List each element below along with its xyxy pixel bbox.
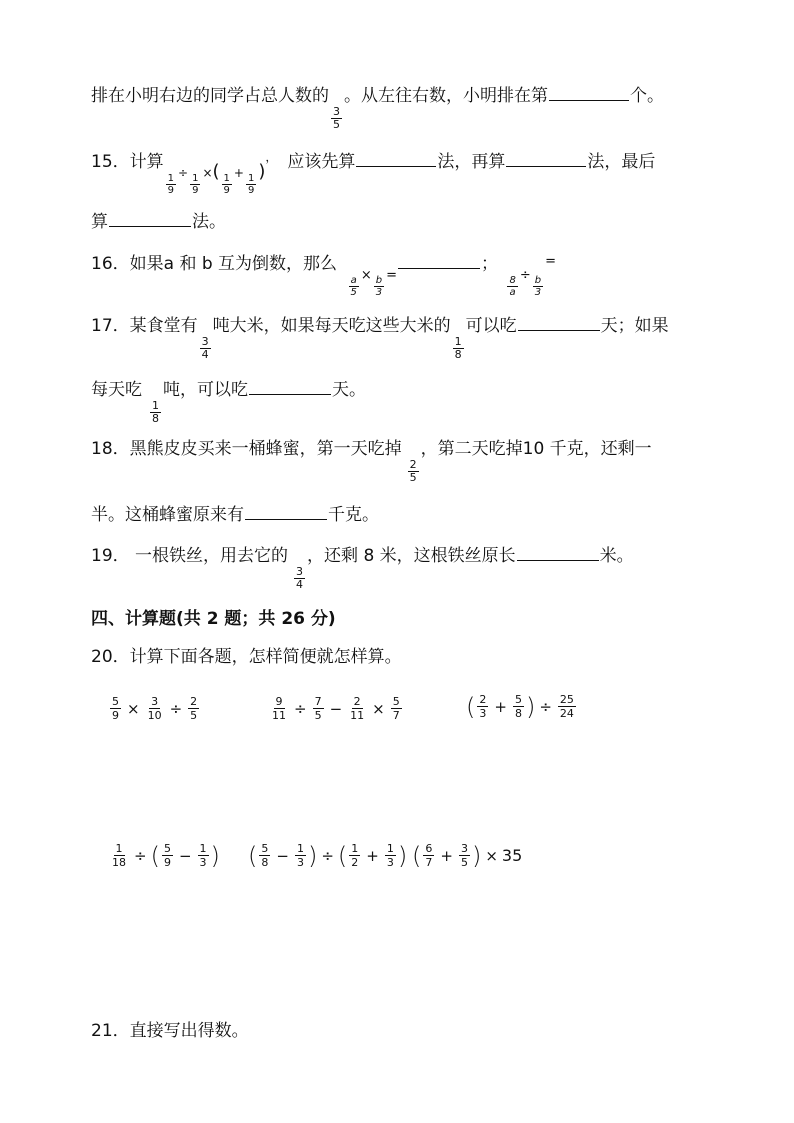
q20-title: 20．计算下面各题，怎样简便就怎样算。 <box>91 647 402 667</box>
e6-op1: + <box>440 846 453 865</box>
e3-op2: ÷ <box>539 697 552 716</box>
q19-text-a: ，还剩 8 米，这根铁丝原长 <box>307 546 516 566</box>
q16-frac-2: $\frac{b}{3}$ <box>375 275 383 298</box>
q17-line2-b: 吨，可以吃 <box>163 380 248 400</box>
e2-frac-a: $\frac{9}{11}$ <box>272 695 286 722</box>
q17-frac-3: $\frac{1}{8}$ <box>152 399 159 425</box>
e4-frac-c: $\frac{1}{3}$ <box>199 842 207 869</box>
q16-frac-4: $\frac{b}{3}$ <box>534 275 542 298</box>
e3-op1: + <box>494 697 507 716</box>
q15-line <box>91 146 655 196</box>
e6-paren-open: ( <box>412 841 422 870</box>
q18-blank-1[interactable] <box>245 501 327 520</box>
q15-frac-4: $\frac{1}{9}$ <box>247 173 255 196</box>
q15-line2-a: 算 <box>91 212 108 232</box>
e3-paren-close: ) <box>525 692 536 721</box>
e5-op2: ÷ <box>321 846 334 865</box>
e2-op3: × <box>372 699 385 718</box>
q15-comma: ， <box>265 150 278 164</box>
q15-blank-3[interactable] <box>109 208 191 227</box>
e5-frac-a: $\frac{5}{8}$ <box>261 842 269 869</box>
q19-frac-1: $\frac{3}{4}$ <box>296 565 304 591</box>
q20-expr-5 <box>248 842 407 869</box>
q17-line-2 <box>91 376 366 425</box>
q15-frac-2: $\frac{1}{9}$ <box>192 173 199 196</box>
e4-paren-close: ) <box>210 841 220 870</box>
q16-number: 16．如果a 和 b 互为倒数，那么 <box>91 254 338 274</box>
q17-line2-a: 每天吃 <box>91 380 142 400</box>
e4-paren-open: ( <box>150 841 160 870</box>
q15-line2-b: 法。 <box>192 212 226 232</box>
q20-expr-1 <box>108 695 201 722</box>
e2-op2: − <box>329 699 343 718</box>
q20-expr-2 <box>268 695 404 722</box>
e1-frac-a: $\frac{5}{9}$ <box>112 695 119 722</box>
e5-op3: + <box>366 846 379 865</box>
q17-frac-1: $\frac{3}{4}$ <box>201 335 209 361</box>
q18-text-a: ，第二天吃掉10 千克，还剩一 <box>420 439 652 459</box>
q15-text-c: 法，最后 <box>587 152 656 172</box>
e3-frac-a: $\frac{2}{3}$ <box>479 693 487 720</box>
q14-answer-blank[interactable] <box>549 82 629 101</box>
q16-frac-1: $\frac{a}{5}$ <box>350 275 357 298</box>
q18-line <box>91 438 652 484</box>
q18-frac-1: $\frac{2}{5}$ <box>409 458 417 484</box>
q15-text-a: 应该先算 <box>287 152 356 172</box>
q17-blank-1[interactable] <box>518 312 600 331</box>
q21-title: 21．直接写出得数。 <box>91 1021 249 1041</box>
q16-eq2: = <box>545 254 556 269</box>
q19-blank-1[interactable] <box>517 542 599 561</box>
q15-line-2 <box>91 208 226 233</box>
e6-op2: × <box>485 846 498 865</box>
q17-text-c: 天；如果 <box>600 316 669 336</box>
q20-expr-6 <box>412 842 522 869</box>
e3-frac-b: $\frac{5}{8}$ <box>514 693 522 720</box>
e5-frac-c: $\frac{1}{2}$ <box>351 842 359 869</box>
e2-frac-d: $\frac{5}{7}$ <box>392 695 400 722</box>
q16-frac-3: $\frac{8}{a}$ <box>509 275 516 298</box>
q15-op2: × <box>202 166 213 180</box>
e5-frac-b: $\frac{1}{3}$ <box>296 842 304 869</box>
q15-blank-1[interactable] <box>356 148 436 167</box>
e5-op1: − <box>276 846 289 865</box>
q16-semicolon: ； <box>481 254 499 274</box>
section-4-title: 四、计算题(共 2 题；共 26 分) <box>91 609 336 629</box>
e1-op1: × <box>127 699 140 718</box>
e3-frac-c: $\frac{25}{24}$ <box>559 693 574 720</box>
e3-paren-open: ( <box>466 692 476 721</box>
e2-frac-b: $\frac{7}{5}$ <box>314 695 322 722</box>
q17-text-b: 可以吃 <box>465 316 517 336</box>
e6-frac-b: $\frac{3}{5}$ <box>460 842 468 869</box>
q18-line2-b: 千克。 <box>328 505 379 525</box>
e1-frac-c: $\frac{2}{5}$ <box>190 695 198 722</box>
q17-line <box>91 312 669 361</box>
q15-op3: + <box>233 166 244 180</box>
q14-fraction: $\frac{3}{5}$ <box>333 105 340 131</box>
q19-text-b: 米。 <box>599 546 634 566</box>
e4-frac-a: $\frac{1}{18}$ <box>112 842 126 869</box>
e4-frac-b: $\frac{5}{9}$ <box>163 842 171 869</box>
q15-frac-3: $\frac{1}{9}$ <box>223 173 230 196</box>
e5-paren-open-2: ( <box>337 841 348 870</box>
q14-text-c: 个。 <box>630 86 664 106</box>
e4-op2: − <box>178 846 192 865</box>
e6-number: 35 <box>501 846 523 865</box>
q15-op1: ÷ <box>178 166 189 180</box>
e1-frac-b: $\frac{3}{10}$ <box>147 695 162 722</box>
q18-number: 18．黑熊皮皮买来一桶蜂蜜，第一天吃掉 <box>91 439 402 459</box>
e5-paren-open-1: ( <box>248 841 258 870</box>
q20-expr-3 <box>466 693 578 720</box>
q17-blank-2[interactable] <box>249 376 331 395</box>
q17-line2-c: 天。 <box>332 380 366 400</box>
e5-paren-close-1: ) <box>307 841 318 870</box>
e5-frac-d: $\frac{1}{3}$ <box>386 842 394 869</box>
e4-op1: ÷ <box>134 846 147 865</box>
q20-expr-4 <box>108 842 220 869</box>
q15-paren-close: ) <box>258 161 266 182</box>
q15-number: 15．计算 <box>91 152 164 172</box>
q14-text-b: 。从左往右数，小明排在第 <box>344 86 548 106</box>
e5-paren-close-2: ) <box>397 841 408 870</box>
q15-blank-2[interactable] <box>506 148 586 167</box>
e2-op1: ÷ <box>294 699 307 718</box>
q14-text-a: 排在小明右边的同学占总人数的 <box>91 86 329 106</box>
q15-paren-open: ( <box>212 161 220 182</box>
q19-line <box>91 542 634 591</box>
e1-op2: ÷ <box>169 699 183 718</box>
q16-eq1: = <box>386 268 398 283</box>
e2-frac-c: $\frac{2}{11}$ <box>350 695 365 722</box>
q16-blank-1[interactable] <box>398 250 480 269</box>
e6-frac-a: $\frac{6}{7}$ <box>425 842 433 869</box>
q16-op1: × <box>360 268 372 283</box>
q18-line2-a: 半。这桶蜂蜜原来有 <box>91 505 244 525</box>
q15-frac-1: $\frac{1}{9}$ <box>167 173 175 196</box>
q18-line-2 <box>91 501 379 526</box>
q16-op2: ÷ <box>519 268 531 283</box>
q14-line <box>91 82 664 131</box>
q17-text-a: 吨大米，如果每天吃这些大米的 <box>212 316 451 336</box>
e6-paren-close: ) <box>471 841 482 870</box>
q16-line <box>91 250 556 298</box>
q19-number: 19． 一根铁丝，用去它的 <box>91 546 289 566</box>
q15-text-b: 法，再算 <box>437 152 506 172</box>
q17-frac-2: $\frac{1}{8}$ <box>454 335 462 361</box>
q17-number: 17．某食堂有 <box>91 316 198 336</box>
